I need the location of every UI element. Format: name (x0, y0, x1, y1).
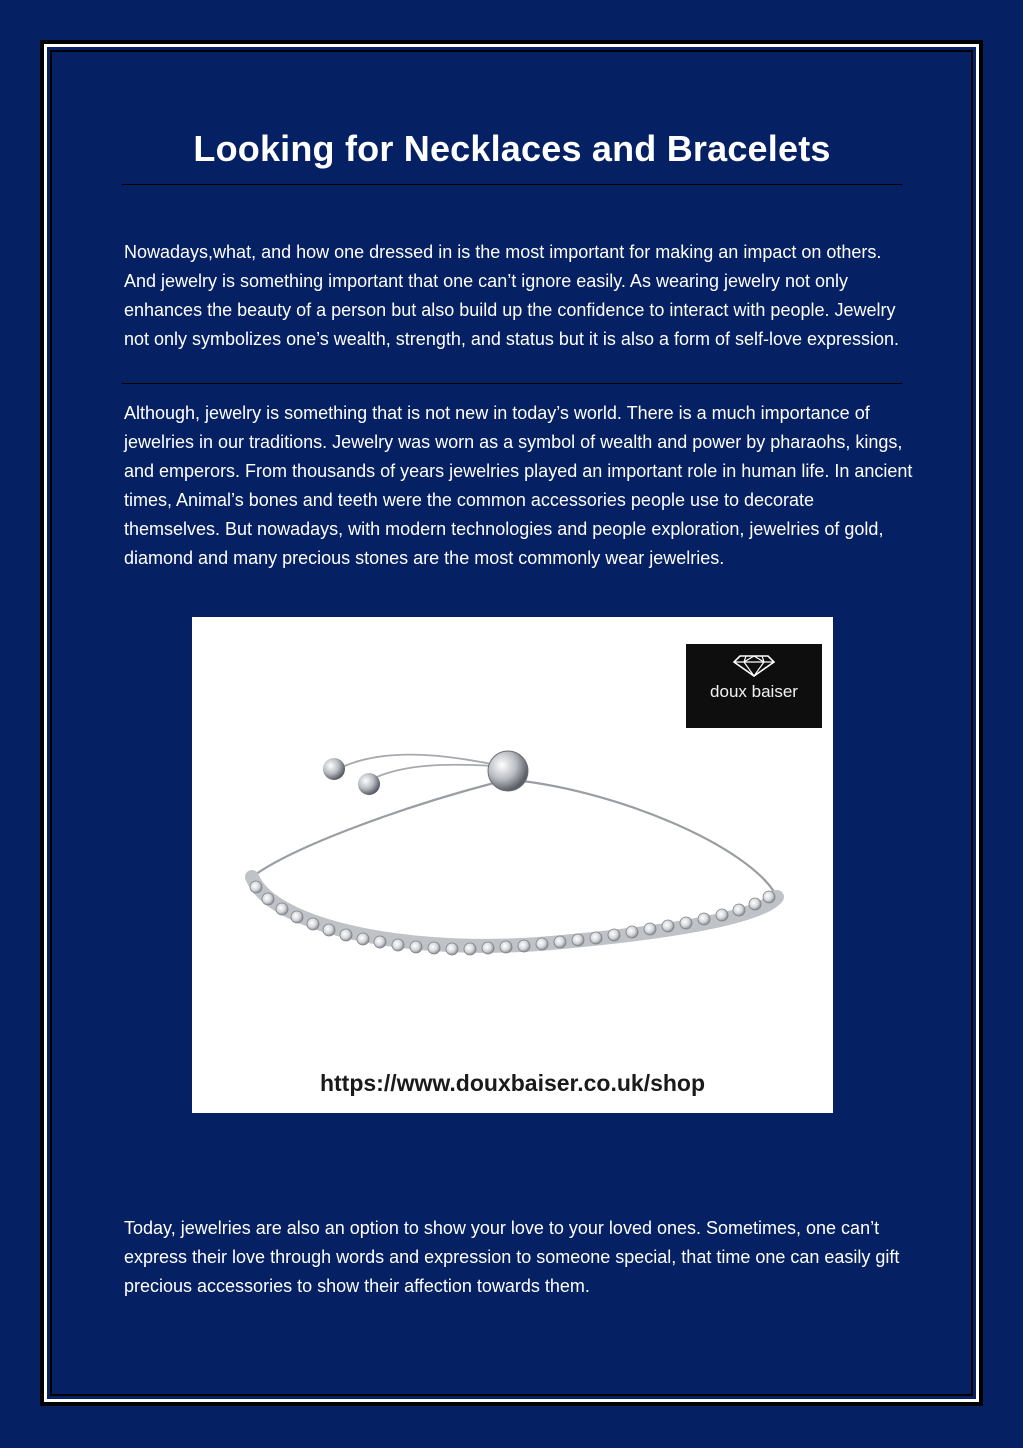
brand-logo (686, 644, 822, 728)
bracelet-illustration (232, 727, 792, 1067)
page-title: Looking for Necklaces and Bracelets (193, 128, 831, 169)
title-divider (122, 184, 902, 185)
paragraph-intro: Nowadays,what, and how one dressed in is the most important for making an impact on others. And jewelry is something important that one can’t ignore easily. As wearing jewelry not only enhances the beauty of a person but also build up the confidence to interact with people. Jewelry not only symbolizes one’s wealth, strength, and status but it is also a form of self-love expression. (124, 242, 900, 349)
brand-name: doux baiser (710, 682, 798, 701)
paragraph-love: Today, jewelries are also an option to show your love to your loved ones. Sometimes, one can’t express their love through words and expression to someone special, that time one can easily gift precious accessories to show their affection towards them. (124, 1218, 900, 1296)
paragraph-history: Although, jewelry is something that is not new in today’s world. There is a much importance of jewelries in our traditions. Jewelry was worn as a symbol of wealth and power by pharaohs, kings, and emperors. From thousands of years jewelries played an important role in human life. In ancient times, Animal’s bones and teeth were the common accessories people use to decorate themselves. But nowadays, with modern technologies and people exploration, jewelries of gold, diamond and many precious stones are the most commonly wear jewelries. (124, 403, 913, 568)
product-image (192, 617, 833, 1113)
diamond-icon (732, 652, 776, 678)
shop-url: https://www.douxbaiser.co.uk/shop (319, 1070, 706, 1096)
paragraph-divider (122, 383, 902, 384)
